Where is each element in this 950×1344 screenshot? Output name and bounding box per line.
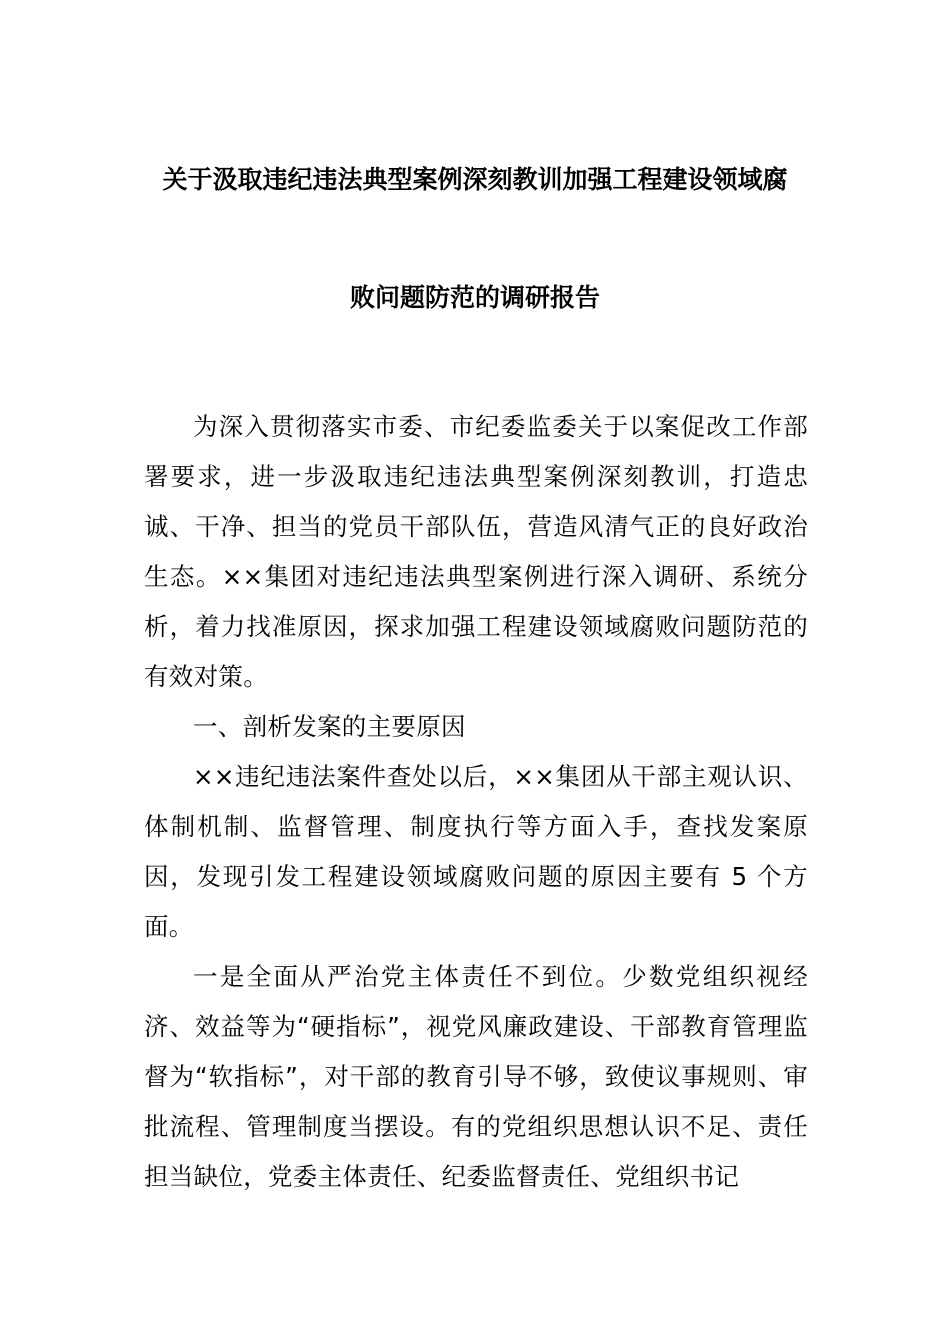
- document-title-line-1: 关于汲取违纪违法典型案例深刻教训加强工程建设领域腐: [162, 165, 788, 194]
- paragraph-intro: 为深入贯彻落实市委、市纪委监委关于以案促改工作部署要求，进一步汲取违纪违法典型案例深刻教训，打造忠诚、干净、担当的党员干部队伍，营造风清气正的良好政治生态。××集团对违纪违法典型案例进行深入调研、系统分析，着力找准原因，探求加强工程建设领域腐败问题防范的有效对策。: [144, 412, 808, 691]
- paragraph-case-review: ××违纪违法案件查处以后，××集团从干部主观认识、体制机制、监督管理、制度执行等方面入手，查找发案原因，发现引发工程建设领域腐败问题的原因主要有 5 个方面。: [144, 762, 808, 941]
- paragraph-reason-1: 一是全面从严治党主体责任不到位。少数党组织视经济、效益等为“硬指标”，视党风廉政建设、干部教育管理监督为“软指标”，对干部的教育引导不够，致使议事规则、审批流程、管理制度当摆设。有的党组织思想认识不足、责任担当缺位，党委主体责任、纪委监督责任、党组织书记: [144, 962, 808, 1191]
- document-body: [144, 402, 808, 1202]
- document-title-line-2: 败问题防范的调研报告: [349, 283, 600, 312]
- section-heading-1: 一、剖析发案的主要原因: [193, 712, 466, 741]
